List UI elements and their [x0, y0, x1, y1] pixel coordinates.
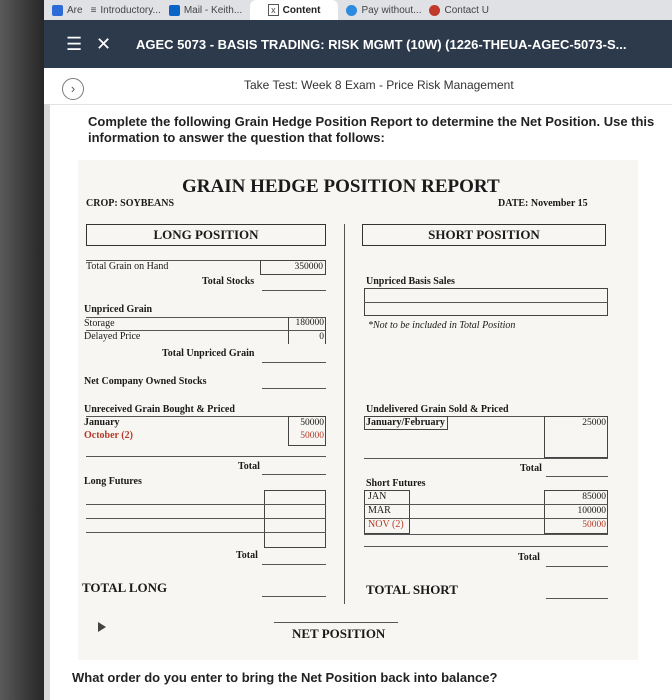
tab-pay-without[interactable]	[346, 0, 421, 20]
expand-nav-button[interactable]: ›	[62, 78, 84, 100]
long-futures-value-cell	[264, 490, 326, 548]
short-position-header: SHORT POSITION	[362, 224, 606, 246]
tab-introductory[interactable]	[91, 0, 161, 20]
october-value: 50000	[300, 431, 324, 441]
unreceived-label: Unreceived Grain Bought & Priced	[84, 404, 235, 415]
tab-label: Mail - Keith...	[183, 4, 243, 16]
divider-line	[86, 504, 326, 505]
divider-line	[364, 534, 608, 535]
tab-label: Pay without...	[361, 4, 422, 16]
total-grain-on-hand-label: Total Grain on Hand	[86, 261, 169, 272]
unpriced-grain-label: Unpriced Grain	[84, 304, 153, 315]
divider-line	[86, 532, 326, 533]
tab-label: Contact U	[444, 4, 489, 16]
tab-content[interactable]	[250, 0, 338, 20]
mar-futures-value: 100000	[577, 506, 606, 516]
mar-futures-label: MAR	[368, 505, 391, 516]
list-icon: ≡	[90, 4, 97, 16]
total-stocks-line	[262, 290, 326, 291]
report-title: GRAIN HEDGE POSITION REPORT	[182, 176, 500, 197]
january-value: 50000	[300, 418, 324, 428]
net-company-owned-label: Net Company Owned Stocks	[84, 376, 207, 387]
nov-futures-value: 50000	[582, 520, 606, 530]
question-text: What order do you enter to bring the Net Position back into balance?	[72, 670, 498, 685]
total-grain-on-hand-value: 350000	[260, 260, 326, 275]
long-futures-label: Long Futures	[84, 476, 142, 487]
tab-contact[interactable]	[429, 0, 488, 20]
total-long-line	[262, 596, 326, 597]
undelivered-total-label: Total	[520, 463, 542, 474]
net-position-line	[274, 622, 398, 623]
undelivered-label: Undelivered Grain Sold & Priced	[366, 404, 509, 415]
contact-icon	[429, 5, 440, 16]
short-futures-total-line	[546, 566, 608, 567]
short-futures-label: Short Futures	[366, 478, 426, 489]
total-short-label: TOTAL SHORT	[366, 582, 458, 597]
tab-mail[interactable]	[169, 0, 242, 20]
browser-screen	[44, 0, 672, 700]
close-icon[interactable]: ✕	[96, 33, 112, 54]
long-futures-total-line	[262, 564, 326, 565]
total-unpriced-line	[262, 362, 326, 363]
unpriced-basis-sales-label: Unpriced Basis Sales	[366, 276, 455, 287]
tab-are[interactable]	[52, 0, 83, 20]
divider-line	[86, 456, 326, 457]
center-divider	[344, 224, 345, 604]
test-title: Take Test: Week 8 Exam - Price Risk Management	[244, 78, 514, 92]
nov-futures-label: NOV (2)	[368, 519, 404, 530]
total-short-line	[546, 598, 608, 599]
tab-favicon-icon	[52, 5, 63, 16]
short-futures-total-label: Total	[518, 552, 540, 563]
divider-line	[86, 518, 326, 519]
unreceived-total-label: Total	[238, 461, 260, 472]
monitor-bezel	[0, 0, 44, 700]
delayed-price-value: 0	[319, 332, 324, 342]
jan-futures-label: JAN	[368, 491, 387, 502]
crop-label: CROP: SOYBEANS	[86, 198, 175, 209]
storage-label: Storage	[84, 318, 115, 329]
pay-icon	[346, 5, 357, 16]
net-position-label: NET POSITION	[292, 626, 386, 641]
tab-label: Content	[282, 4, 321, 16]
grain-hedge-report	[78, 160, 638, 660]
not-included-note: *Not to be included in Total Position	[368, 320, 516, 331]
test-title-row	[44, 68, 672, 105]
tab-bar	[44, 0, 672, 20]
divider-line	[364, 546, 608, 547]
total-long-label: TOTAL LONG	[82, 580, 168, 595]
menu-icon[interactable]: ☰	[66, 33, 83, 54]
left-scroll-strip	[44, 104, 50, 700]
question-instruction: Complete the following Grain Hedge Position Report to determine the Net Position. Use this information to answer the question that follows:	[88, 114, 655, 145]
jan-feb-value: 25000	[582, 418, 606, 428]
tab-label: Are	[67, 4, 83, 16]
total-unpriced-grain-label: Total Unpriced Grain	[162, 348, 255, 359]
divider-line	[364, 504, 608, 505]
january-label: January	[84, 417, 120, 428]
net-company-line	[262, 388, 326, 389]
jan-futures-value: 85000	[582, 492, 606, 502]
jan-feb-label-cell	[364, 416, 448, 430]
storage-value: 180000	[295, 318, 324, 328]
tab-label: Introductory...	[100, 4, 161, 16]
october-label: October (2)	[84, 430, 133, 441]
play-icon[interactable]	[98, 622, 106, 632]
course-title: AGEC 5073 - BASIS TRADING: RISK MGMT (10W) (1226-THEUA-AGEC-5073-S...	[136, 36, 627, 52]
divider-line	[364, 302, 608, 303]
divider-line	[364, 458, 608, 459]
date-label: DATE: November 15	[498, 198, 588, 209]
course-header	[44, 20, 672, 68]
total-stocks-label: Total Stocks	[202, 276, 255, 287]
unreceived-total-line	[262, 474, 326, 475]
jan-feb-label: January/February	[366, 417, 445, 428]
long-position-header: LONG POSITION	[86, 224, 326, 246]
undelivered-total-line	[546, 476, 608, 477]
long-futures-total-label: Total	[236, 550, 258, 561]
delayed-price-label: Delayed Price	[84, 331, 141, 342]
tab-x-icon: x	[268, 4, 279, 16]
mail-icon	[169, 5, 180, 16]
